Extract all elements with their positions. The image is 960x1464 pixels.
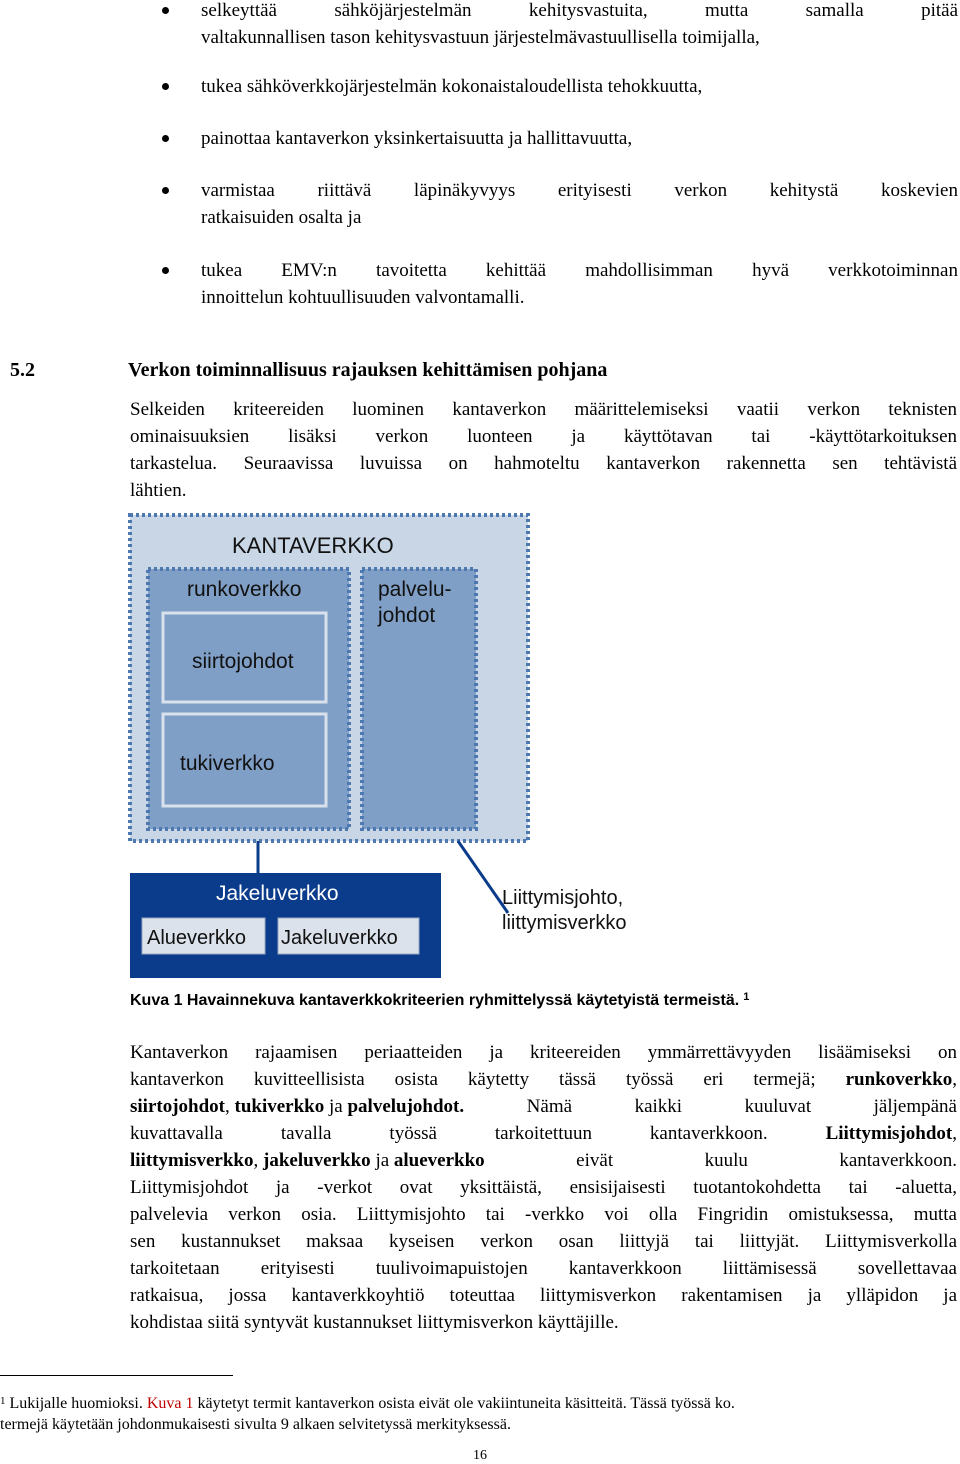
paragraph-line: ratkaisua, jossa kantaverkkoyhtiö toteuttaa liittymisverkon rakentamisen ja ylläpidon ja (130, 1285, 957, 1306)
term-liittymisverkko: liittymisverkko (130, 1150, 254, 1171)
tukiverkko-label: tukiverkko (180, 752, 275, 775)
text-run: käytetyt termit kantaverkon osista eivät ole vakiintuneita käsitteitä. Tässä työssä ko. (193, 1395, 735, 1412)
term-runkoverkko: runkoverkko (845, 1069, 953, 1090)
bullet-dot (162, 187, 169, 194)
paragraph-line: ominaisuuksien lisäksi verkon luonteen ja käyttötavan tai -käyttötarkoituksen (130, 426, 957, 447)
network-diagram (128, 513, 660, 981)
figure-caption (130, 989, 960, 1013)
jakeluverkko-inner-label: Jakeluverkko (281, 927, 398, 949)
text-run: , (952, 1123, 957, 1144)
footnote (0, 1393, 960, 1435)
paragraph-line: Kantaverkon rajaamisen periaatteiden ja kriteereiden ymmärrettävyyden lisäämiseksi on (130, 1042, 957, 1063)
figure-link[interactable]: Kuva 1 (146, 1395, 194, 1412)
body-paragraph (130, 1039, 957, 1336)
bullet-line: ratkaisuiden osalta ja (201, 207, 362, 228)
paragraph-line (130, 1093, 957, 1120)
bullet-line: valtakunnallisen tason kehitysvastuun järjestelmävastuullisella toimijalla, (201, 27, 760, 48)
caption-footnote-ref: 1 (743, 991, 750, 1003)
bullet-line: tukea sähköverkkojärjestelmän kokonaistaloudellista tehokkuutta, (201, 76, 703, 97)
text-run: Nämä kaikki kuuluvat jäljempänä (464, 1096, 957, 1117)
text-run: eivät kuulu kantaverkkoon. (484, 1150, 957, 1171)
paragraph-line: tarkoitetaan erityisesti tuulivoimapuistojen kantaverkkoon liittämisessä sovellettavaa (130, 1258, 957, 1279)
text-run: , (225, 1096, 235, 1117)
paragraph-line: Liittymisjohdot ja -verkot ovat yksittäistä, ensisijaisesti tuotantokohdetta tai -aluetta, (130, 1177, 957, 1198)
term-liittymisjohdot: Liittymisjohdot (825, 1123, 953, 1144)
term-alueverkko: alueverkko (393, 1150, 485, 1171)
caption-text: Kuva 1 Havainnekuva kantaverkkokriteerien ryhmittelyssä käytetyistä termeistä. (130, 992, 740, 1009)
paragraph-line (130, 1066, 957, 1093)
footnote-marker: 1 (0, 1395, 6, 1407)
paragraph-line (130, 1120, 957, 1147)
palvelujohdot-label-2: johdot (378, 604, 436, 627)
jakeluverkko-title: Jakeluverkko (216, 882, 339, 905)
bullet-dot (162, 135, 169, 142)
text-run: , (253, 1150, 263, 1171)
palvelujohdot-label-1: palvelu- (378, 578, 452, 601)
bullet-dot (162, 7, 169, 14)
liittymisjohto-label-2: liittymisverkko (502, 912, 627, 934)
text-run: , (952, 1069, 958, 1090)
section-title: Verkon toiminnallisuus rajauksen kehittämisen pohjana (128, 359, 608, 381)
intro-paragraph (130, 396, 957, 504)
bullet-line: painottaa kantaverkon yksinkertaisuutta ja hallittavuutta, (201, 128, 633, 149)
term-jakeluverkko: jakeluverkko (263, 1150, 371, 1171)
paragraph-line: Selkeiden kriteereiden luominen kantaverkon määrittelemiseksi vaatii verkon teknisten (130, 399, 957, 420)
kantaverkko-label: KANTAVERKKO (232, 533, 394, 558)
bullet-dot (162, 83, 169, 90)
footnote-divider (0, 1375, 233, 1376)
paragraph-line: lähtien. (130, 480, 187, 501)
bullet-line: tukea EMV:n tavoitetta kehittää mahdollisimman hyvä verkkotoiminnan (201, 260, 958, 281)
term-tukiverkko: tukiverkko (234, 1096, 325, 1117)
text-run: kuvattavalla tavalla työssä tarkoitettuun kantaverkkoon. (130, 1123, 768, 1144)
siirtojohdot-label: siirtojohdot (192, 650, 294, 673)
paragraph-line: tarkastelua. Seuraavissa luvuissa on hahmoteltu kantaverkon rakennetta sen tehtävistä (130, 453, 957, 474)
paragraph-line: palvelevia verkon osia. Liittymisjohto tai -verkko voi olla Fingridin omistuksessa, mutta (130, 1204, 957, 1225)
bullet-line: selkeyttää sähköjärjestelmän kehitysvastuita, mutta samalla pitää (201, 0, 958, 21)
bullet-line: innoittelun kohtuullisuuden valvontamalli. (201, 287, 525, 308)
term-siirtojohdot: siirtojohdot (130, 1096, 225, 1117)
liittymisjohto-label-1: Liittymisjohto, (502, 887, 624, 909)
paragraph-line: kohdistaa siitä syntyvät kustannukset liittymisverkon käyttäjille. (130, 1312, 619, 1333)
bullet-dot (162, 267, 169, 274)
text-run: ja (370, 1150, 394, 1171)
page-number: 16 (473, 1448, 487, 1463)
footnote-line: termejä käytetään johdonmukaisesti sivulta 9 alkaen selvitetyssä merkityksessä. (0, 1416, 511, 1433)
text-run: Lukijalle huomioksi. (5, 1395, 147, 1412)
term-palvelujohdot: palvelujohdot. (347, 1096, 465, 1117)
text-run: ja (324, 1096, 348, 1117)
connector-line (458, 841, 508, 913)
section-number: 5.2 (10, 359, 35, 381)
alueverkko-label: Alueverkko (147, 927, 246, 949)
paragraph-line (130, 1147, 957, 1174)
text-run: kantaverkon kuvitteellisista osista käytetty tässä työssä eri termejä; (130, 1069, 816, 1090)
paragraph-line: sen kustannukset maksaa kyseisen verkon osan liittyjä tai liittyjät. Liittymisverkolla (130, 1231, 957, 1252)
footnote-line (0, 1393, 960, 1414)
bullet-line: varmistaa riittävä läpinäkyvyys erityisesti verkon kehitystä koskevien (201, 180, 958, 201)
runkoverkko-label: runkoverkko (187, 578, 302, 601)
